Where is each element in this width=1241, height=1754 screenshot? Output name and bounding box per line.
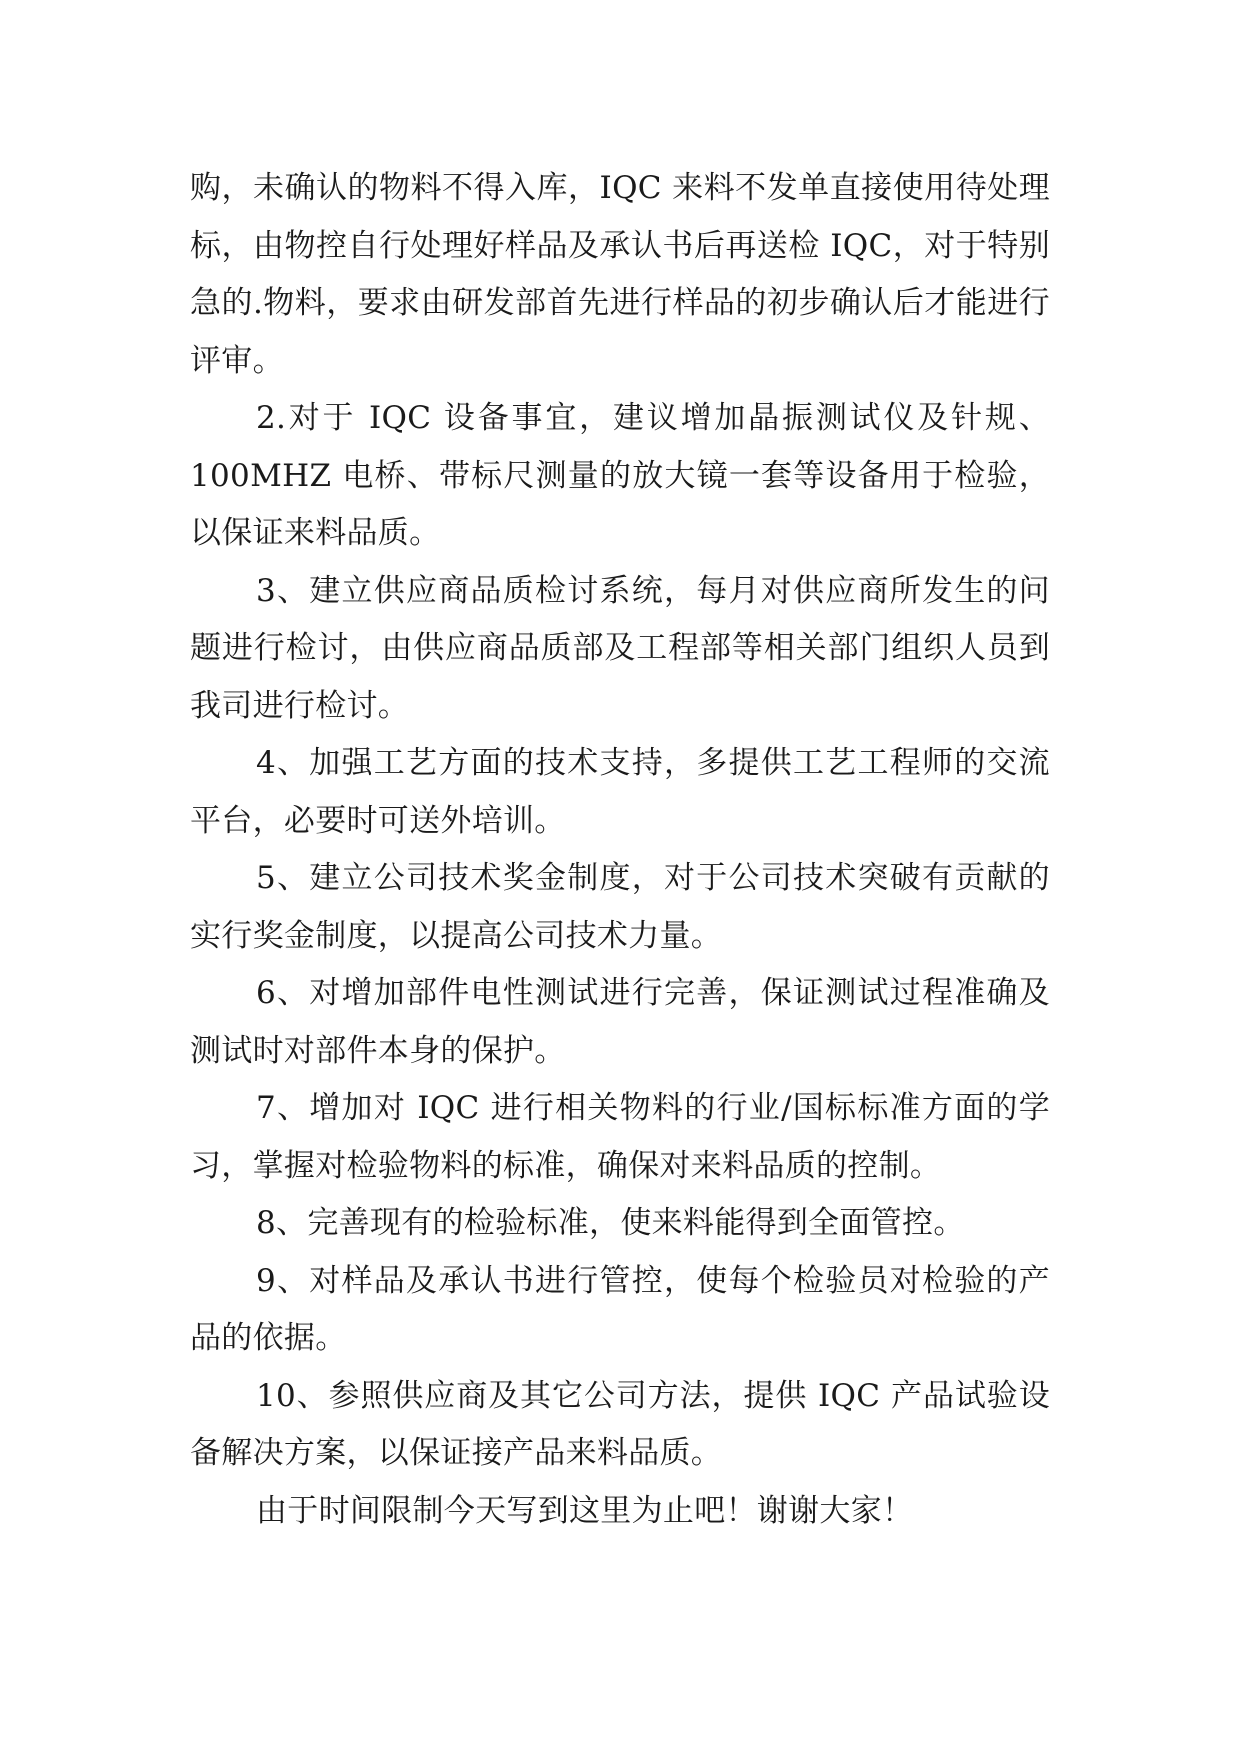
paragraph-item-6: 6、对增加部件电性测试进行完善，保证测试过程准确及测试时对部件本身的保护。: [190, 975, 1050, 1069]
paragraph-closing: 由于时间限制今天写到这里为止吧！谢谢大家！: [256, 1492, 914, 1529]
paragraph-item-4: 4、加强工艺方面的技术支持，多提供工艺工程师的交流平台，必要时可送外培训。: [190, 745, 1050, 839]
paragraph-item-5: 5、建立公司技术奖金制度，对于公司技术突破有贡献的实行奖金制度，以提高公司技术力量。: [190, 860, 1050, 954]
paragraph-item-3: 3、建立供应商品质检讨系统，每月对供应商所发生的问题进行检讨，由供应商品质部及工程部等相关部门组织人员到我司进行检讨。: [190, 572, 1050, 724]
document-body: [190, 160, 1050, 1540]
paragraph-item-10: 10、参照供应商及其它公司方法，提供 IQC 产品试验设备解决方案，以保证接产品来料品质。: [190, 1377, 1050, 1471]
paragraph-item-7: 7、增加对 IQC 进行相关物料的行业/国标标准方面的学习，掌握对检验物料的标准，确保对来料品质的控制。: [190, 1090, 1050, 1184]
paragraph-item-8: 8、完善现有的检验标准，使来料能得到全面管控。: [256, 1205, 965, 1241]
paragraph-continuation: 购，未确认的物料不得入库，IQC 来料不发单直接使用待处理标，由物控自行处理好样品及承认书后再送检 IQC，对于特别急的.物料，要求由研发部首先进行样品的初步确认后才能进行评审。: [190, 170, 1050, 379]
paragraph-item-9: 9、对样品及承认书进行管控，使每个检验员对检验的产品的依据。: [190, 1262, 1050, 1356]
paragraph-item-2: 2.对于 IQC 设备事宜，建议增加晶振测试仪及针规、100MHZ 电桥、带标尺测量的放大镜一套等设备用于检验，以保证来料品质。: [190, 400, 1050, 551]
